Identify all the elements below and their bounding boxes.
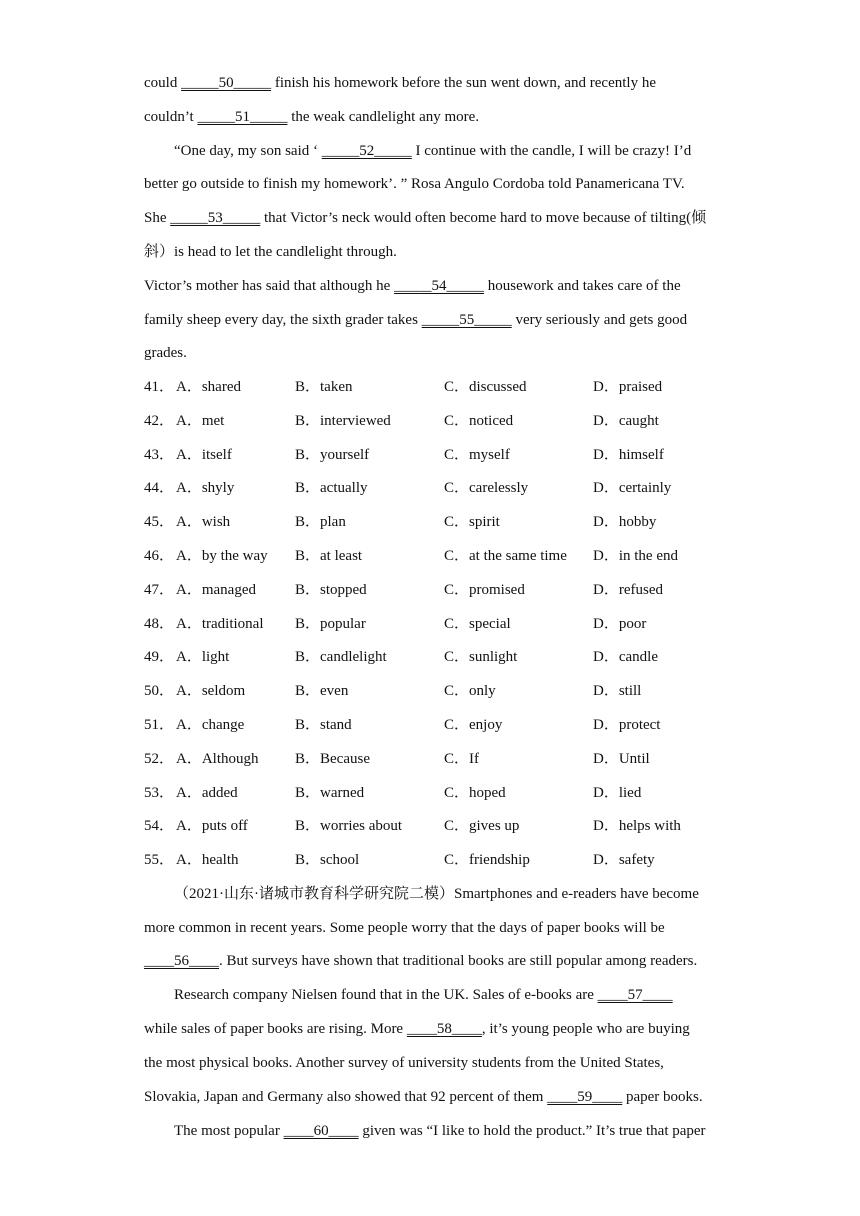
blank-51: _____51_____ [197, 109, 288, 125]
question-number: 43． [144, 446, 175, 463]
passage-line: （2021·山东·诸城市教育科学研究院二模）Smartphones and e-readers have become [174, 886, 699, 902]
option-d: D．helps with [593, 818, 681, 835]
option-b: B．stand [295, 717, 352, 733]
blank-60: ____60____ [283, 1123, 359, 1139]
passage-line: grades. [144, 345, 187, 361]
option-d: D．poor [593, 615, 647, 632]
passage-line: more common in recent years. Some people worry that the days of paper books will be [144, 920, 665, 936]
question-number: 42． [144, 412, 175, 429]
text: while sales of paper books are rising. More [144, 1021, 407, 1037]
text: paper books. [622, 1089, 703, 1105]
option-b: B．stopped [295, 581, 367, 598]
option-a: A．managed [176, 581, 256, 598]
question-row [144, 478, 744, 498]
text: finish his homework before the sun went down, and recently he [271, 75, 656, 91]
option-c: C．only [444, 683, 496, 700]
passage-line [144, 73, 724, 93]
option-d: D．praised [593, 379, 663, 395]
option-b: B．even [295, 683, 349, 700]
option-b: B．popular [295, 615, 366, 632]
option-a: A．change [176, 717, 245, 733]
text: Slovakia, Japan and Germany also showed that 92 percent of them [144, 1089, 548, 1105]
option-a: A．added [176, 784, 238, 801]
blank-59: ____59____ [547, 1089, 623, 1105]
text: , it’s young people who are buying [481, 1021, 690, 1037]
option-a: A．light [176, 649, 230, 666]
option-c: C．at the same time [444, 548, 567, 564]
question-row [144, 816, 744, 836]
blank-52: _____52_____ [321, 143, 412, 159]
question-row [144, 715, 744, 735]
option-c: C．noticed [444, 412, 514, 429]
option-b: B．taken [295, 379, 353, 395]
option-d: D．certainly [593, 480, 672, 497]
passage-line [144, 951, 724, 971]
option-d: D．still [593, 683, 642, 700]
text: “One day, my son said ‘ [174, 143, 322, 159]
passage-line [174, 1121, 754, 1141]
blank-58: ____58____ [406, 1021, 482, 1037]
question-number: 52． [144, 750, 175, 767]
option-c: C．gives up [444, 818, 520, 835]
option-a: A．shyly [176, 480, 235, 497]
blank-57: ____57____ [597, 987, 673, 1003]
option-a: A．traditional [176, 615, 264, 632]
text: very seriously and gets good [511, 312, 688, 328]
option-d: D．candle [593, 649, 658, 666]
option-a: A．health [176, 852, 239, 869]
option-c: C．friendship [444, 852, 530, 869]
question-row [144, 580, 744, 600]
text: family sheep every day, the sixth grader takes [144, 312, 422, 328]
text: housework and takes care of the [484, 278, 681, 294]
question-number: 51． [144, 717, 175, 733]
option-a: A．wish [176, 514, 231, 531]
option-d: D．safety [593, 852, 655, 869]
blank-55: _____55_____ [421, 312, 512, 328]
question-row [144, 377, 744, 397]
question-row [144, 411, 744, 431]
text: I continue with the candle, I will be crazy! I’d [411, 143, 692, 159]
blank-54: _____54_____ [394, 278, 485, 294]
option-d: D．lied [593, 784, 642, 801]
passage-line: the most physical books. Another survey of university students from the United States, [144, 1055, 664, 1071]
option-b: B．yourself [295, 446, 370, 463]
option-b: B．candlelight [295, 649, 387, 666]
option-a: A．met [176, 412, 225, 429]
text: Victor’s mother has said that although he [144, 278, 395, 294]
blank-50: _____50_____ [181, 75, 272, 91]
option-b: B．interviewed [295, 412, 391, 429]
option-c: C．spirit [444, 514, 500, 531]
option-a: A．by the way [176, 548, 268, 564]
text: She [144, 210, 171, 226]
option-c: C．special [444, 615, 511, 632]
question-number: 54． [144, 818, 175, 835]
option-d: D．in the end [593, 548, 678, 564]
passage-line [144, 208, 724, 228]
text: . But surveys have shown that traditional books are still popular among readers. [219, 953, 698, 969]
option-d: D．Until [593, 750, 650, 767]
option-b: B．actually [295, 480, 368, 497]
option-a: A．Although [176, 750, 259, 767]
text: given was “I like to hold the product.” It’s true that paper [358, 1123, 706, 1139]
option-d: D．hobby [593, 514, 657, 531]
question-number: 55． [144, 852, 175, 869]
question-number: 47． [144, 581, 175, 598]
passage-line: 斜）is head to let the candlelight through. [144, 244, 397, 260]
blank-53: _____53_____ [170, 210, 261, 226]
passage-line [174, 141, 754, 161]
question-number: 53． [144, 784, 175, 801]
question-number: 45． [144, 514, 175, 531]
question-row [144, 647, 744, 667]
passage-line [144, 310, 724, 330]
blank-56: ____56____ [144, 953, 219, 969]
option-b: B．Because [295, 750, 370, 767]
passage-line [144, 1019, 724, 1039]
question-number: 50． [144, 683, 175, 700]
option-c: C．carelessly [444, 480, 529, 497]
text: the weak candlelight any more. [287, 109, 480, 125]
option-b: B．plan [295, 514, 346, 531]
question-number: 48． [144, 615, 175, 632]
passage-line [144, 107, 724, 127]
passage-line [144, 1087, 724, 1107]
text: couldn’t [144, 109, 198, 125]
question-row [144, 445, 744, 465]
option-a: A．shared [176, 379, 241, 395]
option-b: B．school [295, 852, 360, 869]
text: that Victor’s neck would often become hard to move because of tilting(倾 [260, 210, 707, 226]
option-c: C．hoped [444, 784, 506, 801]
option-a: A．itself [176, 446, 232, 463]
option-c: C．discussed [444, 379, 527, 395]
option-c: C．sunlight [444, 649, 518, 666]
option-b: B．warned [295, 784, 365, 801]
text: could [144, 75, 182, 91]
question-row [144, 681, 744, 701]
option-d: D．caught [593, 412, 659, 429]
question-row [144, 783, 744, 803]
question-row [144, 850, 744, 870]
option-d: D．himself [593, 446, 664, 463]
question-row [144, 749, 744, 769]
question-number: 49． [144, 649, 175, 666]
text: The most popular [174, 1123, 284, 1139]
option-c: C．myself [444, 446, 510, 463]
question-row [144, 546, 744, 566]
passage-line [174, 985, 754, 1005]
question-number: 46． [144, 548, 175, 564]
text: Research company Nielsen found that in the UK. Sales of e-books are [174, 987, 598, 1003]
option-c: C．If [444, 750, 479, 767]
passage-line [144, 276, 724, 296]
option-a: A．puts off [176, 818, 248, 835]
passage-line: better go outside to finish my homework’. ” Rosa Angulo Cordoba told Panamericana TV. [144, 176, 685, 192]
option-b: B．worries about [295, 818, 403, 835]
option-d: D．refused [593, 581, 663, 598]
question-row [144, 512, 744, 532]
question-row [144, 614, 744, 634]
question-number: 41． [144, 379, 175, 395]
option-c: C．promised [444, 581, 525, 598]
option-a: A．seldom [176, 683, 246, 700]
option-c: C．enjoy [444, 717, 503, 733]
question-number: 44． [144, 480, 175, 497]
option-d: D．protect [593, 717, 661, 733]
option-b: B．at least [295, 548, 363, 564]
